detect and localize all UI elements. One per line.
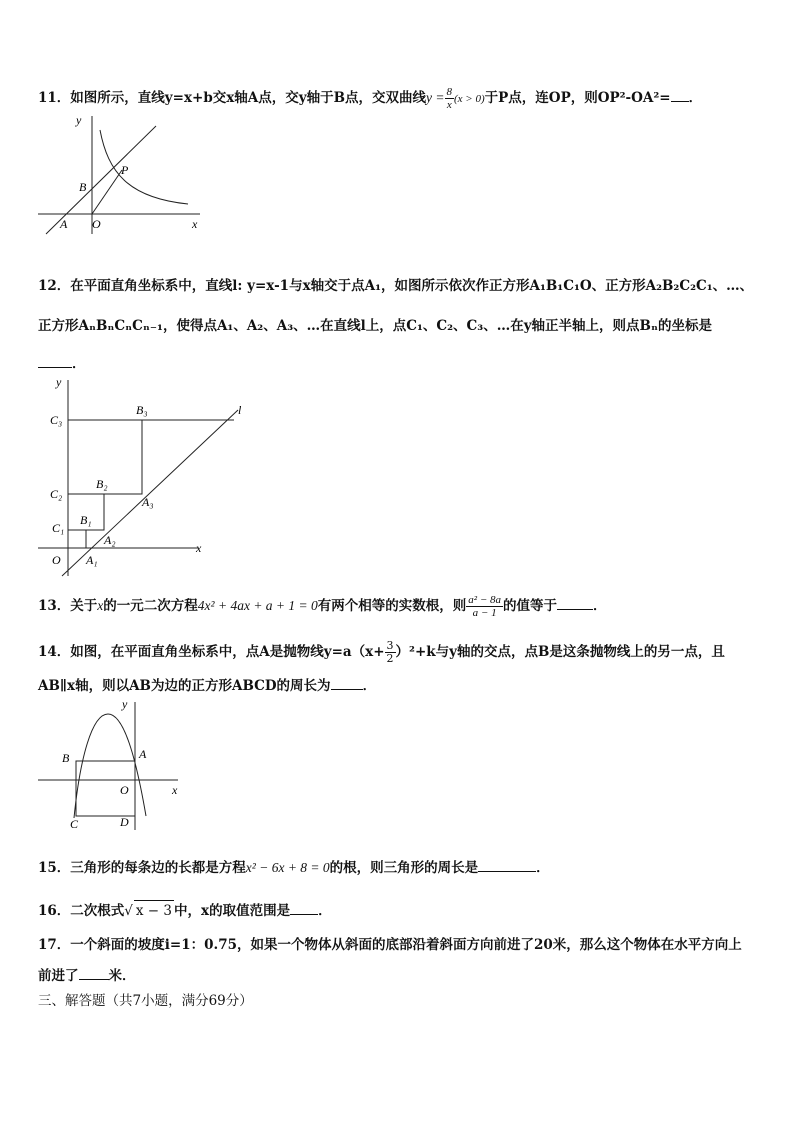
point-label-b: B [79, 180, 87, 194]
point-label-c1: C₁ [52, 521, 65, 535]
answer-blank [671, 89, 689, 102]
answer-blank [290, 902, 318, 915]
question-17-line2: 前进了 米． [38, 968, 136, 984]
radicand: x − 3 [134, 900, 174, 921]
question-12-line1 [38, 276, 768, 296]
curve-fraction: $\frac{8}{x}$ [446, 86, 453, 111]
question-number: 14． [38, 644, 71, 660]
curve-condition: (x > 0) [454, 93, 485, 105]
point-label-a3: A₃ [142, 495, 154, 509]
question-text: 于P点，连OP，则OP²-OA²= [484, 90, 671, 106]
q12-figure [38, 374, 244, 580]
question-text: 正方形AₙBₙCₙCₙ₋₁，使得点A₁、A₂、A₃、…在直线l上，点C₁、C₂、C₃、…在y轴正半轴上，则点Bₙ的坐标是 [38, 318, 712, 334]
expression-fraction: $\frac{\text{a² − 8a}}{a - 1}$ [468, 594, 502, 619]
point-label-a2: A₂ [104, 533, 116, 547]
equation: x² − 6x + 8 = 0 [245, 860, 330, 875]
point-label-c: C [70, 817, 79, 831]
axis-label-y: y [122, 698, 128, 711]
equation: 4x² + 4ax + a + 1 = 0 [197, 598, 318, 613]
question-text: 在平面直角坐标系中，直线l: y=x-1与x轴交于点A₁，如图所示依次作正方形A₁B₁C₁O、正方形A₂B₂C₂C₁、…、 [70, 278, 754, 294]
point-label-b1: B₁ [80, 513, 92, 527]
axis-label-y: y [76, 113, 82, 127]
point-label-b2: B₂ [96, 477, 108, 491]
q14-figure [38, 698, 188, 832]
answer-blank [79, 967, 109, 980]
question-16: 16．二次根式√ x − 3 中，x的取值范围是 ． [38, 900, 768, 921]
point-label-o: O [120, 783, 129, 797]
axis-label-x: x [196, 541, 202, 555]
question-15: 15．三角形的每条边的长都是方程x² − 6x + 8 = 0的根，则三角形的周长是 ． [38, 860, 550, 876]
axis-label-x: x [172, 783, 178, 797]
question-number: 11． [38, 90, 71, 106]
answer-blank [478, 859, 536, 872]
point-label-o: O [92, 217, 101, 231]
question-14-line2: AB∥x轴，则以AB为边的正方形ABCD的周长为 ． [38, 678, 377, 694]
question-number: 17． [38, 937, 71, 953]
point-label-b: B [62, 751, 70, 765]
point-label-p: P [121, 163, 129, 177]
question-14-line1: 14．如图，在平面直角坐标系中，点A是抛物线y=a（x+ $\frac{3}{2}$ ）²+k与y轴的交点，点B是这条抛物线上的另一点，且 [38, 639, 725, 665]
answer-blank [331, 677, 363, 690]
axis-label-x: x [192, 217, 198, 231]
question-number: 13． [38, 598, 71, 614]
point-label-a: A [60, 217, 68, 231]
curve-lhs: y = [426, 90, 445, 105]
point-label-c2: C₂ [50, 487, 63, 501]
question-number: 12． [38, 278, 71, 294]
sqrt-icon: √ [124, 903, 133, 919]
point-label-a: A [139, 747, 147, 761]
question-12-line2 [38, 316, 768, 336]
question-number: 15． [38, 860, 71, 876]
question-17-line1: 17．一个斜面的坡度i=1：0.75，如果一个物体从斜面的底部沿着斜面方向前进了20米，那么这个物体在水平方向上 [38, 937, 742, 953]
answer-blank [557, 597, 593, 610]
answer-blank [38, 355, 72, 368]
line-label-l: l [238, 403, 242, 417]
q11-figure [38, 112, 208, 237]
point-label-c3: C₃ [50, 413, 63, 427]
question-13: 13．关于x的一元二次方程4x² + 4ax + a + 1 = 0有两个相等的实数根，则 $\frac{\text{a² − 8a}}{a - 1}$ 的值等于 ． [38, 594, 607, 619]
point-label-a1: A₁ [86, 553, 98, 567]
point-label-b3: B₃ [136, 403, 148, 417]
axis-label-y: y [56, 375, 62, 389]
question-text: 如图所示，直线y=x+b交x轴A点，交y轴于B点，交双曲线 [70, 90, 427, 106]
point-label-o: O [52, 553, 61, 567]
question-number: 16． [38, 903, 71, 919]
question-12-line3: ． [38, 354, 768, 374]
section-3-title: 三、解答题（共7小题，满分69分） [38, 993, 253, 1009]
point-label-d: D [120, 815, 129, 829]
question-11: 11．如图所示，直线y=x+b交x轴A点，交y轴于B点，交双曲线y = $\frac{8}{x}$ (x > 0)于P点，连OP，则OP²-OA²= ． [38, 86, 703, 111]
fraction-three-halves: $\frac{3}{2}$ [386, 639, 394, 665]
variable: x [97, 598, 104, 613]
